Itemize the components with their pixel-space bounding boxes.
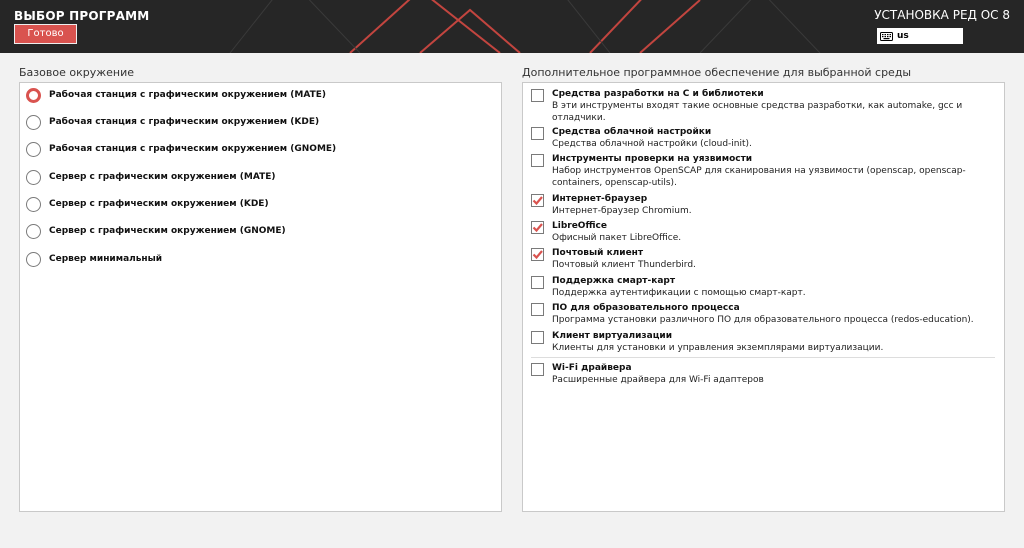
- addon-item[interactable]: [531, 126, 1001, 150]
- addon-description: Почтовый клиент Thunderbird.: [552, 260, 696, 270]
- addon-description: Клиенты для установки и управления экземплярами виртуализации.: [552, 343, 884, 353]
- addon-checkbox[interactable]: [531, 89, 544, 102]
- base-environment-list: [19, 82, 502, 512]
- addon-name: Почтовый клиент: [552, 248, 644, 258]
- addon-checkbox[interactable]: [531, 363, 544, 376]
- addon-name: Поддержка смарт-карт: [552, 276, 676, 286]
- environment-label: Сервер с графическим окружением (MATE): [49, 172, 276, 182]
- addon-checkbox[interactable]: [531, 221, 544, 234]
- base-environment-title: Базовое окружение: [19, 66, 134, 79]
- addon-description: Набор инструментов OpenSCAP для сканирования на уязвимости (openscap, openscap-containers, openscap-utils).: [552, 166, 966, 188]
- environment-label: Рабочая станция с графическим окружением (GNOME): [49, 144, 337, 154]
- done-button[interactable]: Готово: [14, 24, 77, 44]
- addon-item[interactable]: [531, 220, 1001, 244]
- header-bar: [0, 0, 1024, 53]
- addon-name: Интернет-браузер: [552, 194, 648, 204]
- radio-button[interactable]: [26, 252, 41, 267]
- addon-description: Поддержка аутентификации с помощью смарт-карт.: [552, 288, 806, 298]
- checkmark-icon: [531, 194, 544, 207]
- header-decoration: [0, 0, 1024, 53]
- addon-checkbox[interactable]: [531, 248, 544, 261]
- addon-name: Инструменты проверки на уязвимости: [552, 154, 753, 164]
- addon-item[interactable]: [531, 330, 1001, 354]
- addon-description: Расширенные драйвера для Wi-Fi адаптеров: [552, 375, 764, 385]
- environment-option[interactable]: [26, 85, 326, 105]
- page-title: ВЫБОР ПРОГРАММ: [14, 9, 150, 23]
- addon-item[interactable]: [531, 275, 1001, 299]
- keyboard-layout-label: us: [897, 31, 909, 41]
- environment-label: Сервер с графическим окружением (KDE): [49, 199, 269, 209]
- addon-checkbox[interactable]: [531, 194, 544, 207]
- product-title: УСТАНОВКА РЕД ОС 8: [874, 8, 1010, 22]
- addon-description: Средства облачной настройки (cloud-init).: [552, 139, 752, 149]
- addon-name: Клиент виртуализации: [552, 331, 673, 341]
- addon-item[interactable]: [531, 153, 1001, 189]
- addon-checkbox[interactable]: [531, 303, 544, 316]
- addon-name: ПО для образовательного процесса: [552, 303, 740, 313]
- radio-button[interactable]: [26, 88, 41, 103]
- addon-checkbox[interactable]: [531, 127, 544, 140]
- addons-list: [522, 82, 1005, 512]
- addon-description: Интернет-браузер Chromium.: [552, 206, 692, 216]
- environment-option[interactable]: [26, 139, 336, 159]
- environment-option[interactable]: [26, 112, 319, 132]
- environment-option[interactable]: [26, 167, 276, 187]
- checkmark-icon: [531, 248, 544, 261]
- addon-description: В эти инструменты входят такие основные средства разработки, как automake, gcc и отладчики.: [552, 101, 963, 123]
- addon-item[interactable]: [531, 302, 1001, 326]
- addon-item[interactable]: [531, 247, 1001, 271]
- radio-button[interactable]: [26, 170, 41, 185]
- environment-label: Сервер минимальный: [49, 254, 163, 264]
- addon-description: Офисный пакет LibreOffice.: [552, 233, 682, 243]
- addon-name: Средства разработки на С и библиотеки: [552, 89, 764, 99]
- keyboard-icon: [880, 32, 893, 41]
- environment-label: Рабочая станция с графическим окружением (MATE): [49, 90, 326, 100]
- addon-item[interactable]: [531, 362, 1001, 386]
- addons-title: Дополнительное программное обеспечение для выбранной среды: [522, 66, 912, 79]
- environment-option[interactable]: [26, 194, 269, 214]
- environment-label: Рабочая станция с графическим окружением (KDE): [49, 117, 320, 127]
- environment-option[interactable]: [26, 221, 286, 241]
- addons-separator: [531, 357, 995, 358]
- addon-item[interactable]: [531, 88, 1001, 124]
- checkmark-icon: [531, 221, 544, 234]
- addon-description: Программа установки различного ПО для образовательного процесса (redos-education).: [552, 315, 974, 325]
- radio-button[interactable]: [26, 142, 41, 157]
- radio-button[interactable]: [26, 197, 41, 212]
- addon-name: LibreOffice: [552, 221, 607, 231]
- addon-name: Wi-Fi драйвера: [552, 363, 632, 373]
- radio-button[interactable]: [26, 224, 41, 239]
- environment-label: Сервер с графическим окружением (GNOME): [49, 226, 286, 236]
- radio-button[interactable]: [26, 115, 41, 130]
- addon-checkbox[interactable]: [531, 154, 544, 167]
- addon-checkbox[interactable]: [531, 331, 544, 344]
- environment-option[interactable]: [26, 249, 162, 269]
- keyboard-layout-indicator[interactable]: [877, 28, 963, 44]
- addon-name: Средства облачной настройки: [552, 127, 712, 137]
- addon-item[interactable]: [531, 193, 1001, 217]
- addon-checkbox[interactable]: [531, 276, 544, 289]
